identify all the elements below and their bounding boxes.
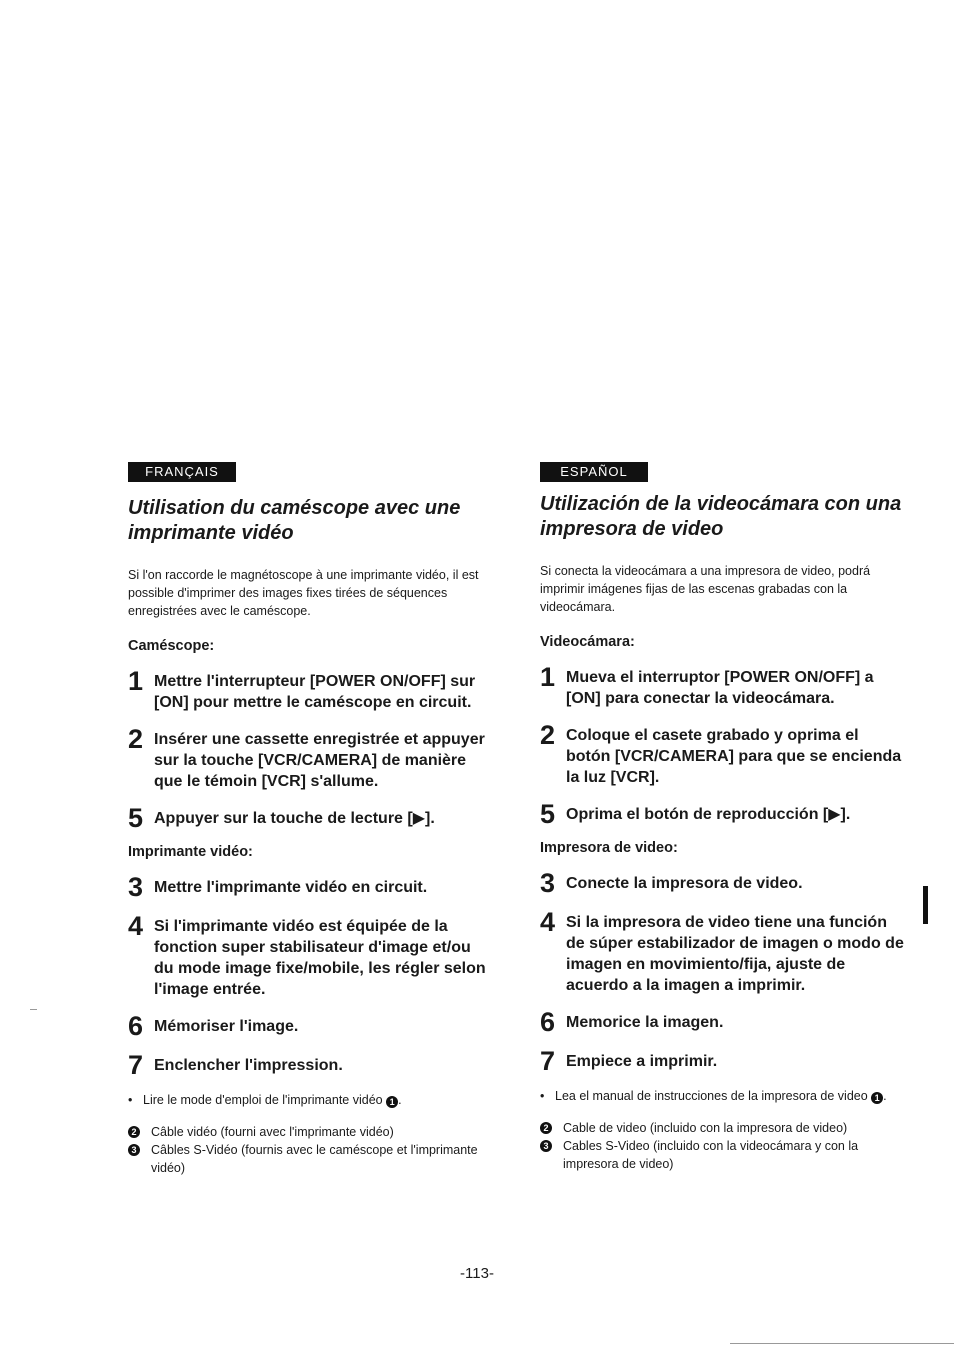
step-text: Memorice la imagen. bbox=[566, 1014, 724, 1031]
step-item bbox=[540, 722, 905, 788]
reference-text: Câbles S-Vidéo (fournis avec le caméscope et l'imprimante vidéo) bbox=[151, 1143, 478, 1175]
step-text: Mueva el interruptor [POWER ON/OFF] a [ON] para conectar la videocámara. bbox=[566, 669, 874, 707]
step-item bbox=[540, 1048, 905, 1074]
step-number: 4 bbox=[128, 911, 144, 941]
circled-number-icon: 2 bbox=[540, 1122, 552, 1134]
step-item bbox=[540, 801, 905, 827]
step-text: Empiece a imprimir. bbox=[566, 1053, 718, 1070]
bottom-rule bbox=[730, 1343, 954, 1344]
note-espanol bbox=[540, 1087, 905, 1105]
step-number: 2 bbox=[128, 724, 144, 754]
step-item bbox=[128, 805, 488, 831]
reference-item bbox=[128, 1141, 488, 1177]
section-title-francais: Utilisation du caméscope avec une imprimante vidéo bbox=[128, 497, 461, 544]
step-text: Si la impresora de video tiene una función de súper estabilizador de imagen o modo de imagen en movimiento/fija, ajuste de acuerdo a la imagen a imprimir. bbox=[566, 914, 904, 994]
note-text: Lire le mode d'emploi de l'imprimante vidéo 1 . bbox=[143, 1093, 402, 1107]
circled-number-icon: 1 bbox=[386, 1096, 398, 1108]
circled-number-icon: 3 bbox=[128, 1144, 140, 1156]
step-number: 3 bbox=[540, 868, 556, 898]
bullet-icon: • bbox=[540, 1089, 545, 1103]
step-number: 4 bbox=[540, 907, 556, 937]
reference-text: Cables S-Video (incluido con la videocámara y con la impresora de video) bbox=[563, 1139, 859, 1171]
subheading-imprimante: Imprimante vidéo: bbox=[128, 844, 253, 860]
intro-paragraph-francais: Si l'on raccorde le magnétoscope à une imprimante vidéo, il est possible d'imprimer des images fixes tirées de séquences enregistrées avec le caméscope. bbox=[128, 568, 479, 618]
step-number: 5 bbox=[128, 803, 144, 833]
language-tag-francais: FRANÇAIS bbox=[128, 462, 236, 482]
step-text: Appuyer sur la touche de lecture [▶]. bbox=[154, 810, 435, 827]
note-francais bbox=[128, 1091, 488, 1109]
step-text: Enclencher l'impression. bbox=[154, 1057, 343, 1074]
step-item bbox=[128, 913, 488, 1000]
espanol-column bbox=[540, 462, 905, 1173]
circled-number-icon: 2 bbox=[128, 1126, 140, 1138]
step-item bbox=[128, 1052, 488, 1078]
step-number: 5 bbox=[540, 799, 556, 829]
step-item bbox=[128, 1013, 488, 1039]
step-text: Oprima el botón de reproducción [▶]. bbox=[566, 806, 851, 823]
margin-tick bbox=[30, 1009, 37, 1010]
step-text: Mettre l'interrupteur [POWER ON/OFF] sur [ON] pour mettre le caméscope en circuit. bbox=[154, 673, 476, 711]
circled-number-icon: 1 bbox=[871, 1092, 883, 1104]
step-item bbox=[540, 909, 905, 996]
step-number: 7 bbox=[128, 1050, 144, 1080]
step-text: Si l'imprimante vidéo est équipée de la fonction super stabilisateur d'image et/ou du mode image fixe/mobile, les régler selon l'image entrée. bbox=[154, 918, 486, 998]
subheading-videocamara: Videocámara: bbox=[540, 634, 635, 650]
step-item bbox=[128, 874, 488, 900]
step-number: 6 bbox=[128, 1011, 144, 1041]
reference-item bbox=[128, 1123, 488, 1141]
step-number: 3 bbox=[128, 872, 144, 902]
francais-column bbox=[128, 462, 488, 1177]
section-title-espanol: Utilización de la videocámara con una impresora de video bbox=[540, 493, 902, 540]
page-number: -113- bbox=[460, 1265, 494, 1282]
step-text: Coloque el casete grabado y oprima el botón [VCR/CAMERA] para que se encienda la luz [VCR]. bbox=[566, 727, 902, 786]
step-item bbox=[540, 1009, 905, 1035]
note-text: Lea el manual de instrucciones de la impresora de video 1 . bbox=[555, 1089, 887, 1103]
reference-text: Câble vidéo (fourni avec l'imprimante vidéo) bbox=[151, 1125, 394, 1139]
reference-item bbox=[540, 1137, 905, 1173]
step-text: Conecte la impresora de video. bbox=[566, 875, 803, 892]
step-item bbox=[128, 726, 488, 792]
step-number: 6 bbox=[540, 1007, 556, 1037]
language-tag-espanol: ESPAÑOL bbox=[540, 462, 648, 482]
step-number: 1 bbox=[540, 662, 556, 692]
subheading-camescope: Caméscope: bbox=[128, 638, 215, 654]
bullet-icon: • bbox=[128, 1093, 133, 1107]
step-number: 7 bbox=[540, 1046, 556, 1076]
step-item bbox=[128, 668, 488, 713]
subheading-impresora: Impresora de video: bbox=[540, 840, 678, 856]
step-number: 1 bbox=[128, 666, 144, 696]
step-text: Mémoriser l'image. bbox=[154, 1018, 299, 1035]
margin-tab-marker bbox=[923, 886, 928, 924]
reference-item bbox=[540, 1119, 905, 1137]
circled-number-icon: 3 bbox=[540, 1140, 552, 1152]
step-text: Mettre l'imprimante vidéo en circuit. bbox=[154, 879, 428, 896]
step-item bbox=[540, 664, 905, 709]
intro-paragraph-espanol: Si conecta la videocámara a una impresora de video, podrá imprimir imágenes fijas de las escenas grabadas con la videocámara. bbox=[540, 564, 871, 614]
step-number: 2 bbox=[540, 720, 556, 750]
step-text: Insérer une cassette enregistrée et appuyer sur la touche [VCR/CAMERA] de manière que le témoin [VCR] s'allume. bbox=[154, 731, 485, 790]
reference-text: Cable de video (incluido con la impresora de video) bbox=[563, 1121, 848, 1135]
step-item bbox=[540, 870, 905, 896]
